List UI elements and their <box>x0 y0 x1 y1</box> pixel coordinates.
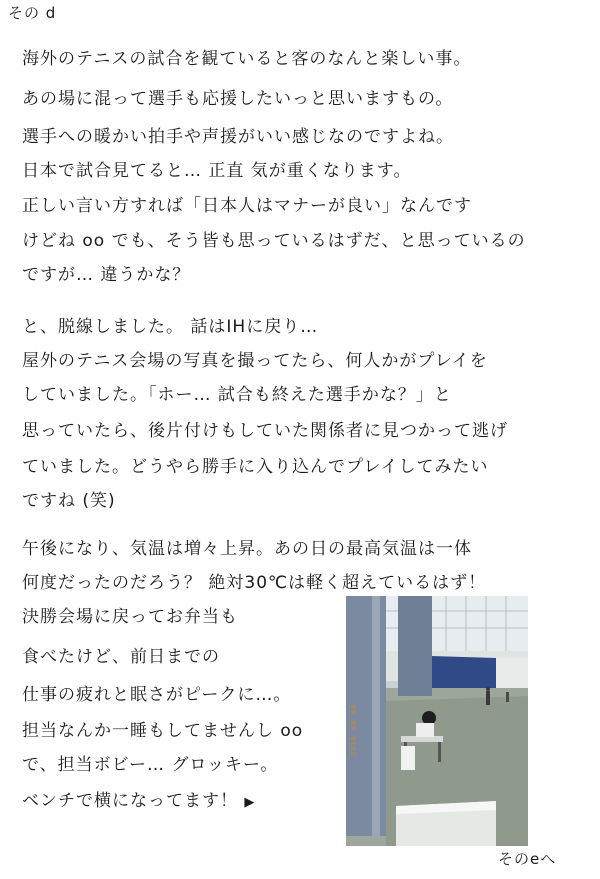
text-line: で、担当ボビー… グロッキー。 <box>22 755 279 775</box>
text-line: 決勝会場に戻ってお弁当も <box>22 607 238 627</box>
text-line: あの場に混って選手も応援したいっと思いますもの。 <box>22 89 454 109</box>
text-line: ですが… 違うかな？ <box>22 265 191 285</box>
text-line: 何度だったのだろう？ 絶対30℃は軽く超えているはず！ <box>22 573 487 593</box>
section-header: その d <box>8 4 57 22</box>
text-line-content: ベンチで横になってます！ <box>22 791 238 811</box>
text-line: ていました。どうやら勝手に入り込んでプレイしてみたい <box>22 457 489 477</box>
arrow-right-icon: ▶ <box>244 795 256 810</box>
text-line: 海外のテニスの試合を観ていると客のなんと楽しい事。 <box>22 49 472 69</box>
text-line: 仕事の疲れと眠さがピークに…。 <box>22 685 292 705</box>
text-line: 思っていたら、後片付けもしていた関係者に見つかって逃げ <box>22 421 508 441</box>
text-line: 屋外のテニス会場の写真を撮ってたら、何人かがプレイを <box>22 351 488 371</box>
text-line: 日本で試合見てると… 正直 気が重くなります。 <box>22 161 412 181</box>
text-line: と、脱線しました。 話はIHに戻り… <box>22 317 319 337</box>
text-line <box>22 786 255 811</box>
text-line: ですね (笑) <box>22 491 116 511</box>
text-line: 食べたけど、前日までの <box>22 647 220 667</box>
text-line: 正しい言い方すれば「日本人はマナーが良い」なんです <box>22 196 472 216</box>
text-line: 担当なんか一睡もしてませんし oo <box>22 721 304 741</box>
footer-next-label: そのeへ <box>498 850 557 868</box>
stadium-photo-illustration <box>346 596 528 846</box>
text-line: していました。「ホー… 試合も終えた選手かな？」と <box>22 385 452 405</box>
text-line: 選手への暖かい拍手や声援がいい感じなのですよね。 <box>22 127 454 147</box>
photo-timestamp: 2010 08 08 <box>350 703 358 756</box>
text-line: 午後になり、気温は増々上昇。あの日の最高気温は一体 <box>22 539 472 559</box>
text-line: けどね oo でも、そう皆も思っているはずだ、と思っているの <box>22 231 526 251</box>
stadium-photo <box>346 596 528 846</box>
